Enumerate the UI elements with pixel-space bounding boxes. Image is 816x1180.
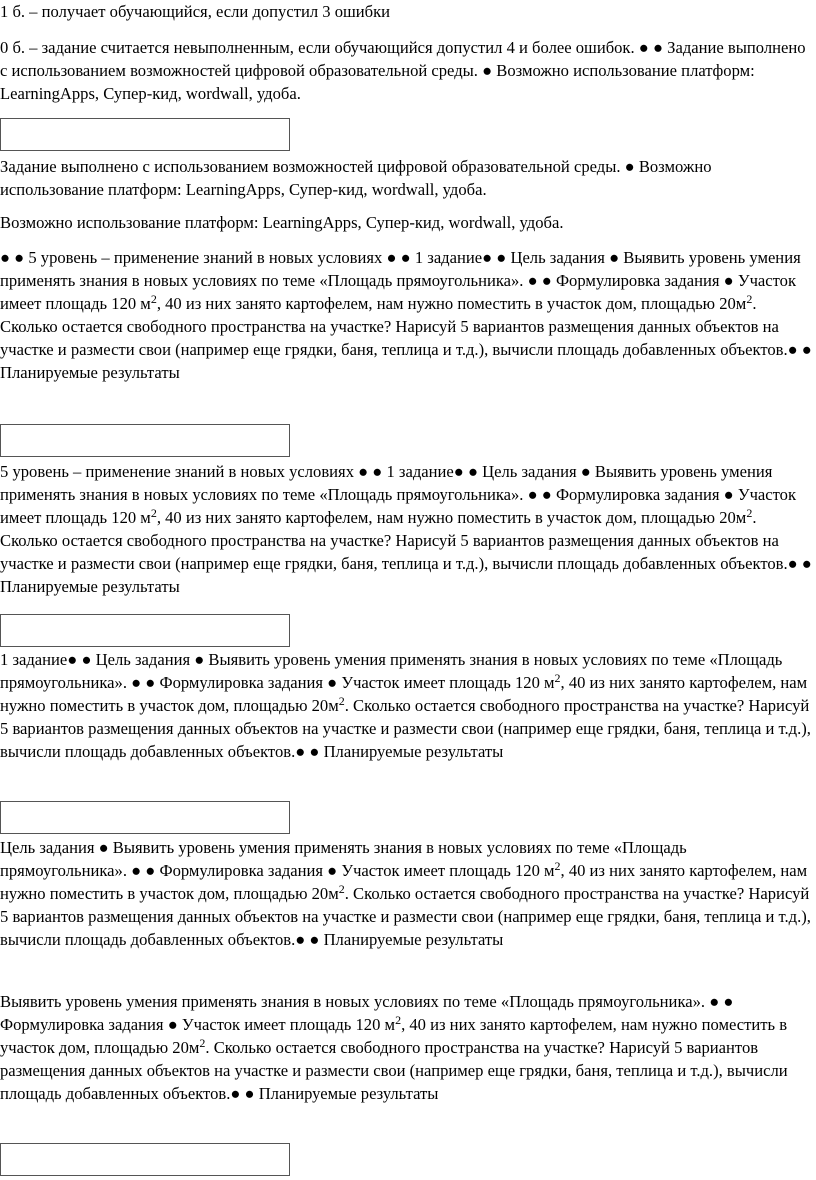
paragraph-digital-environment: [0, 155, 812, 201]
text-segment: Возможно использование платформ: LearningApps, Супер-кид, wordwall, удоба.: [0, 213, 564, 232]
answer-box-4[interactable]: [0, 801, 290, 834]
text-segment: . Сколько остается свободного пространства на участке? Нарисуй 5 вариантов размещения данных объектов на участке и размести свои (например еще грядки, баня, теплица и т.д.), вычисли площадь добавленных объектов.● ● Планируемые результаты: [0, 1038, 788, 1103]
paragraph-level-5-task-repeat: [0, 460, 812, 598]
superscript-square: 2: [199, 1036, 206, 1050]
paragraph-task-identify: [0, 990, 812, 1105]
text-segment: , 40 из них занято картофелем, нам нужно поместить в участок дом, площадью 20м: [156, 294, 747, 313]
paragraph-level-5-task: [0, 246, 812, 384]
text-segment: 0 б. – задание считается невыполненным, если обучающийся допустил 4 и более ошибок. ● ● Задание выполнено с использованием возможностей цифровой образовательной среды. ● Возможно использование платформ: LearningApps, Супер-кид, wordwall, удоба.: [0, 38, 806, 103]
superscript-square: 2: [150, 292, 157, 306]
superscript-square: 2: [338, 694, 345, 708]
text-segment: Выявить уровень умения применять знания в новых условиях по теме «Площадь прямоугольника». ● ● Формулировка задания ● Участок имеет площадь 120 м: [0, 992, 734, 1034]
text-segment: , 40 из них занято картофелем, нам нужно поместить в участок дом, площадью 20м: [0, 673, 808, 715]
answer-box-1[interactable]: [0, 118, 290, 151]
paragraph-task-goal: [0, 836, 812, 951]
text-segment: 5 уровень – применение знаний в новых условиях ● ● 1 задание● ● Цель задания ● Выявить уровень умения применять знания в новых условиях по теме «Площадь прямоугольника». ● ● Формулировка задания ● Участок имеет площадь 120 м: [0, 462, 797, 527]
text-segment: , 40 из них занято картофелем, нам нужно поместить в участок дом, площадью 20м: [0, 861, 808, 903]
superscript-square: 2: [746, 292, 753, 306]
answer-box-3[interactable]: [0, 614, 290, 647]
superscript-square: 2: [554, 671, 561, 685]
answer-box-5[interactable]: [0, 1143, 290, 1176]
answer-box-2[interactable]: [0, 424, 290, 457]
superscript-square: 2: [554, 859, 561, 873]
paragraph-score-1: [0, 0, 816, 23]
text-segment: . Сколько остается свободного пространства на участке? Нарисуй 5 вариантов размещения данных объектов на участке и размести свои (например еще грядки, баня, теплица и т.д.), вычисли площадь добавленных объектов.● ● Планируемые результаты: [0, 696, 811, 761]
paragraph-task-1: [0, 648, 812, 763]
text-segment: . Сколько остается свободного пространства на участке? Нарисуй 5 вариантов размещения данных объектов на участке и размести свои (например еще грядки, баня, теплица и т.д.), вычисли площадь добавленных объектов.● ● Планируемые результаты: [0, 884, 811, 949]
text-segment: . Сколько остается свободного пространства на участке? Нарисуй 5 вариантов размещения данных объектов на участке и размести свои (например еще грядки, баня, теплица и т.д.), вычисли площадь добавленных объектов.● ● Планируемые результаты: [0, 294, 812, 382]
text-segment: 1 б. – получает обучающийся, если допустил 3 ошибки: [0, 2, 391, 21]
paragraph-score-0: [0, 36, 812, 105]
text-segment: . Сколько остается свободного пространства на участке? Нарисуй 5 вариантов размещения данных объектов на участке и размести свои (например еще грядки, баня, теплица и т.д.), вычисли площадь добавленных объектов.● ● Планируемые результаты: [0, 508, 812, 596]
superscript-square: 2: [338, 882, 345, 896]
text-segment: 1 задание● ● Цель задания ● Выявить уровень умения применять знания в новых условиях по теме «Площадь прямоугольника». ● ● Формулировка задания ● Участок имеет площадь 120 м: [0, 650, 783, 692]
text-segment: Задание выполнено с использованием возможностей цифровой образовательной среды. ● Возможно использование платформ: LearningApps, Супер-кид, wordwall, удоба.: [0, 157, 712, 199]
text-segment: , 40 из них занято картофелем, нам нужно поместить в участок дом, площадью 20м: [156, 508, 747, 527]
text-segment: , 40 из них занято картофелем, нам нужно поместить в участок дом, площадью 20м: [0, 1015, 788, 1057]
superscript-square: 2: [150, 506, 157, 520]
superscript-square: 2: [746, 506, 753, 520]
paragraph-platforms: [0, 211, 812, 234]
superscript-square: 2: [395, 1013, 402, 1027]
text-segment: Цель задания ● Выявить уровень умения применять знания в новых условиях по теме «Площадь прямоугольника». ● ● Формулировка задания ● Участок имеет площадь 120 м: [0, 838, 687, 880]
text-segment: ● ● 5 уровень – применение знаний в новых условиях ● ● 1 задание● ● Цель задания ● Выявить уровень умения применять знания в новых условиях по теме «Площадь прямоугольника». ● ● Формулировка задания ● Участок имеет площадь 120 м: [0, 248, 801, 313]
